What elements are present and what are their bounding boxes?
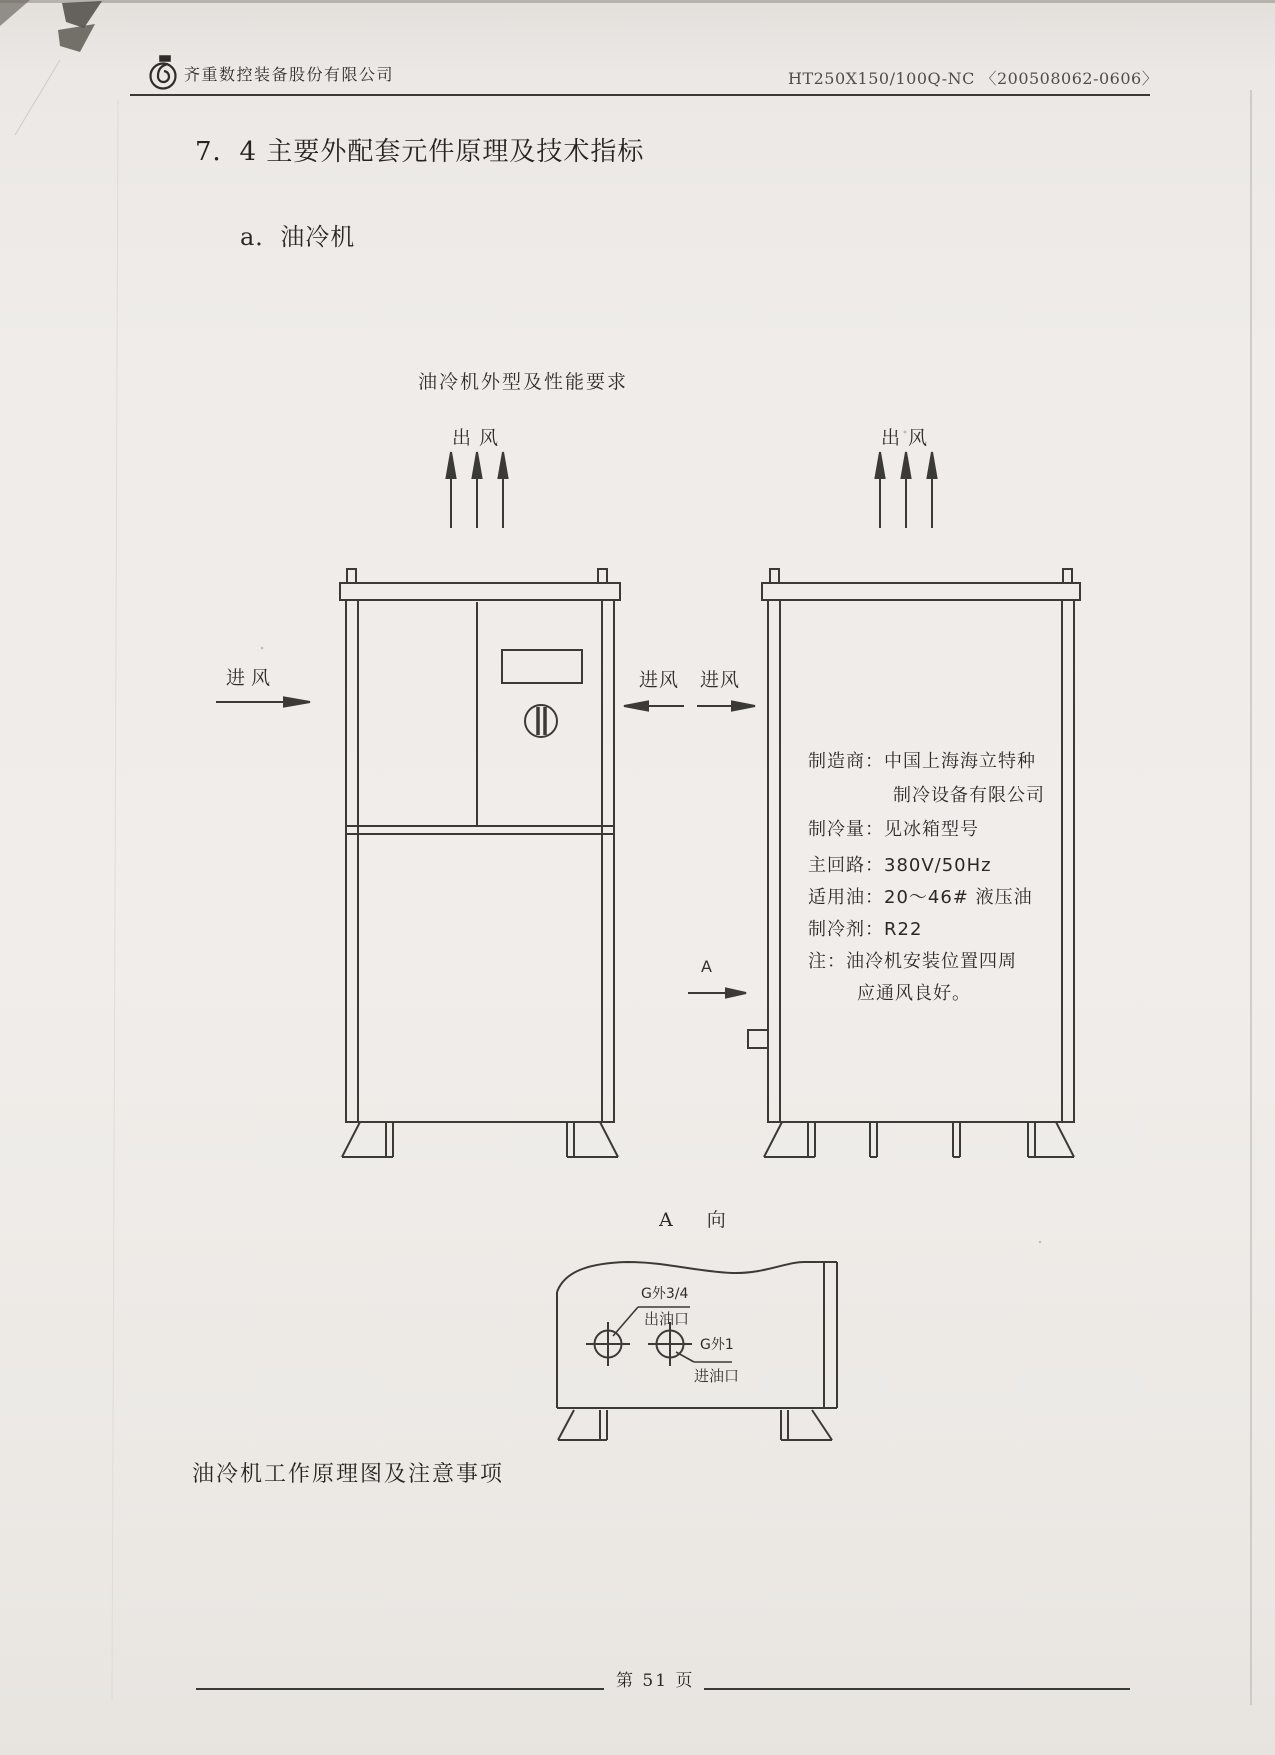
figure-caption: 油冷机外型及性能要求 <box>418 371 629 393</box>
display-panel <box>502 650 582 683</box>
paper-creases <box>15 60 1251 1705</box>
section-title: 7．4 主要外配套元件原理及技术指标 <box>195 137 645 167</box>
air-in-arrow-left <box>216 698 310 707</box>
company-name: 齐重数控装备股份有限公司 <box>184 65 395 84</box>
spec-line: 应通风良好。 <box>857 983 971 1004</box>
footer-rule-left <box>196 1688 604 1690</box>
air-out-label-right: 出 风 <box>881 427 929 449</box>
document-number: HT250X150/100Q-NC 〈200508062-0606〉 <box>788 69 1159 88</box>
port-in-size-label: G外1 <box>700 1337 734 1353</box>
spec-line: 注：油冷机安装位置四周 <box>808 951 1017 972</box>
spec-line: 制冷剂：R22 <box>808 919 923 940</box>
subsection-title: a．油冷机 <box>240 223 356 251</box>
bottom-view-drawing <box>557 1262 837 1440</box>
door-knob-icon <box>525 705 557 737</box>
notes-caption: 油冷机工作原理图及注意事项 <box>192 1462 505 1487</box>
air-in-label-mid-right: 进风 <box>700 669 741 691</box>
air-out-arrows-right <box>876 452 937 528</box>
spec-line: 制冷量：见冰箱型号 <box>808 819 979 840</box>
company-logo-icon <box>148 52 180 92</box>
oil-in-port-icon <box>648 1322 692 1366</box>
air-in-arrow-mid-left <box>624 702 684 711</box>
air-in-label-mid-left: 进风 <box>639 669 680 691</box>
air-in-label-left: 进风 <box>226 667 277 689</box>
oil-out-port-icon <box>586 1322 630 1366</box>
page-number: 第 51 页 <box>616 1671 695 1691</box>
air-out-arrows-left <box>447 452 508 528</box>
view-a-arrow <box>688 989 746 998</box>
air-in-arrow-mid-right <box>697 702 755 711</box>
header-rule <box>130 94 1150 96</box>
spec-line: 适用油：20～46# 液压油 <box>808 887 1033 908</box>
spec-line: 制造商：中国上海海立特种 <box>808 751 1036 772</box>
spec-line: 主回路：380V/50Hz <box>808 855 992 876</box>
air-out-label-left: 出 风 <box>452 427 500 449</box>
view-a-label: A <box>701 957 712 976</box>
bottom-view-title: A 向 <box>659 1209 740 1231</box>
connector-box <box>748 1030 768 1048</box>
left-cabinet-drawing <box>340 569 620 1157</box>
port-out-size-label: G外3/4 <box>641 1286 689 1302</box>
footer-rule-right <box>704 1688 1130 1690</box>
port-out-name-label: 出油口 <box>644 1310 690 1328</box>
spec-line: 制冷设备有限公司 <box>893 785 1045 806</box>
port-in-name-label: 进油口 <box>694 1367 740 1385</box>
